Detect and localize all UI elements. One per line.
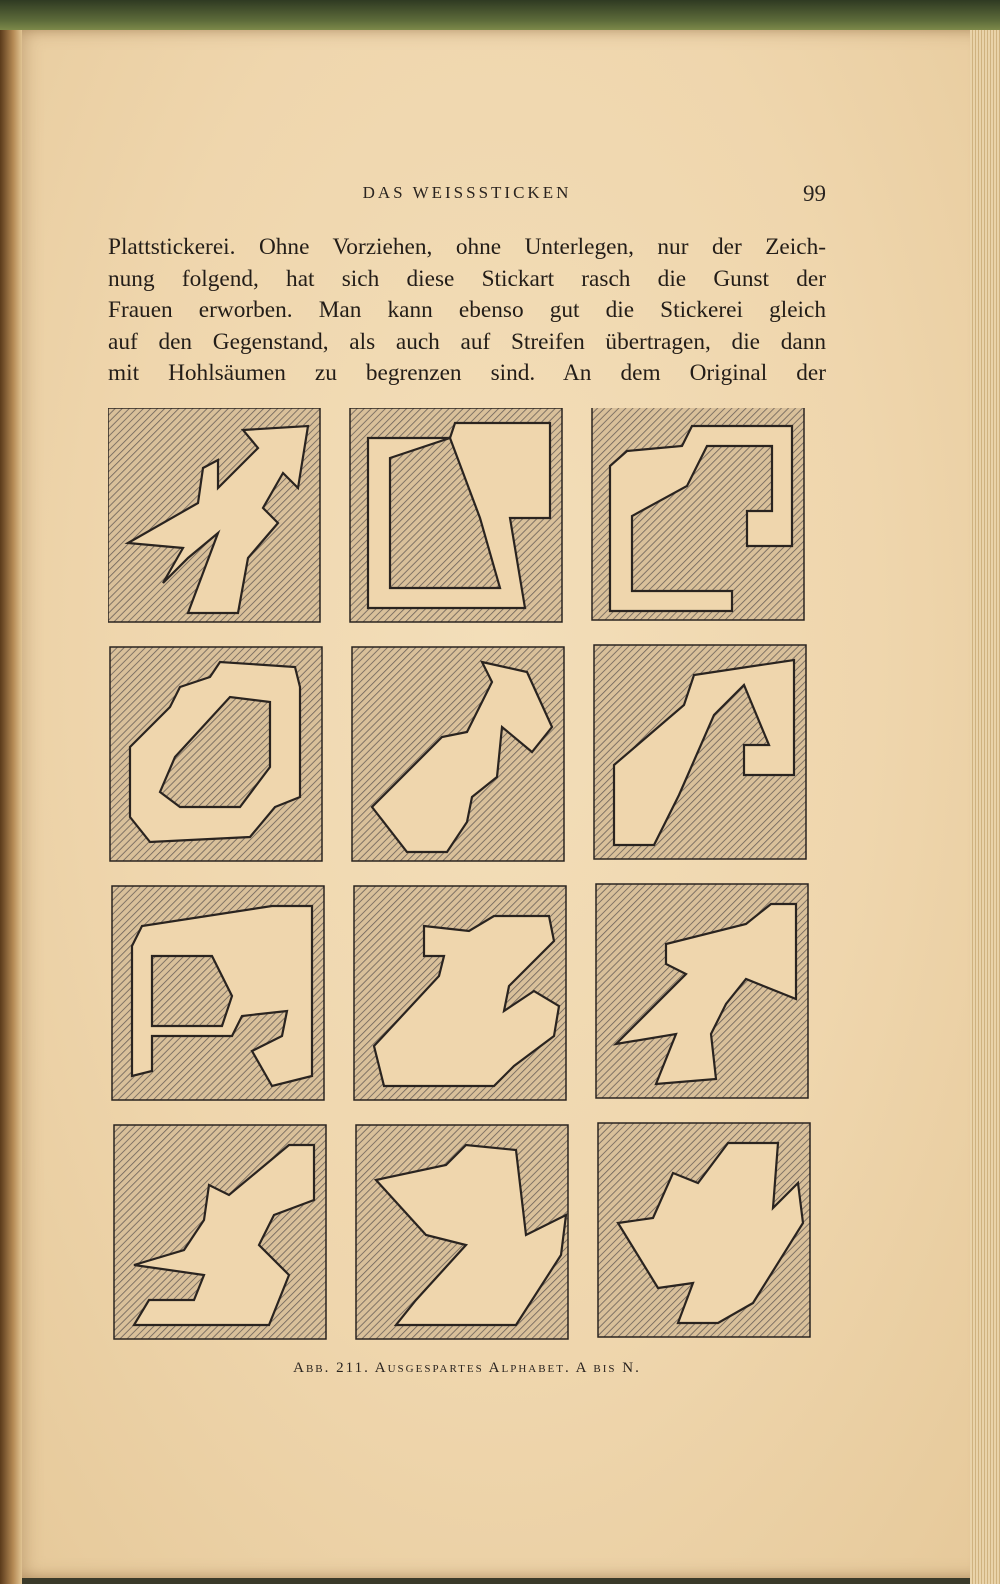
page-number: 99 (803, 181, 826, 206)
letter-tile (350, 408, 562, 622)
text-line: nung folgend, hat sich diese Stickart rasch die Gunst der (108, 265, 826, 292)
letter-tile (592, 408, 804, 620)
letter-tile (108, 408, 320, 622)
text-line: auf den Gegenstand, als auch auf Streifen übertragen, die dann (108, 328, 826, 355)
page-edges (970, 30, 1000, 1584)
letter-tile (596, 884, 808, 1098)
alphabet-figure (108, 408, 824, 1356)
figure-caption: Abb. 211. Ausgespartes Alphabet. A bis N. (293, 1360, 641, 1376)
book-cover-edge (0, 0, 1000, 34)
alphabet-illustration (108, 408, 824, 1356)
book-spine (0, 30, 22, 1584)
text-line: mit Hohlsäumen zu begrenzen sind. An dem Original der (108, 360, 826, 387)
letter-tile (110, 647, 322, 861)
page-header (108, 183, 826, 213)
text-line: Frauen erworben. Man kann ebenso gut die Stickerei gleich (108, 297, 826, 324)
letter-tile (594, 645, 806, 859)
letter-tile (114, 1125, 326, 1339)
letter-tile (352, 647, 564, 861)
running-title: DAS WEISSSTICKEN (362, 183, 572, 202)
letter-tile (354, 886, 566, 1100)
letter-tile (356, 1125, 568, 1339)
letter-tile (598, 1123, 810, 1337)
letter-tile (112, 886, 324, 1100)
body-paragraph (108, 232, 826, 390)
text-line: Plattstickerei. Ohne Vorziehen, ohne Unterlegen, nur der Zeich- (108, 234, 826, 260)
